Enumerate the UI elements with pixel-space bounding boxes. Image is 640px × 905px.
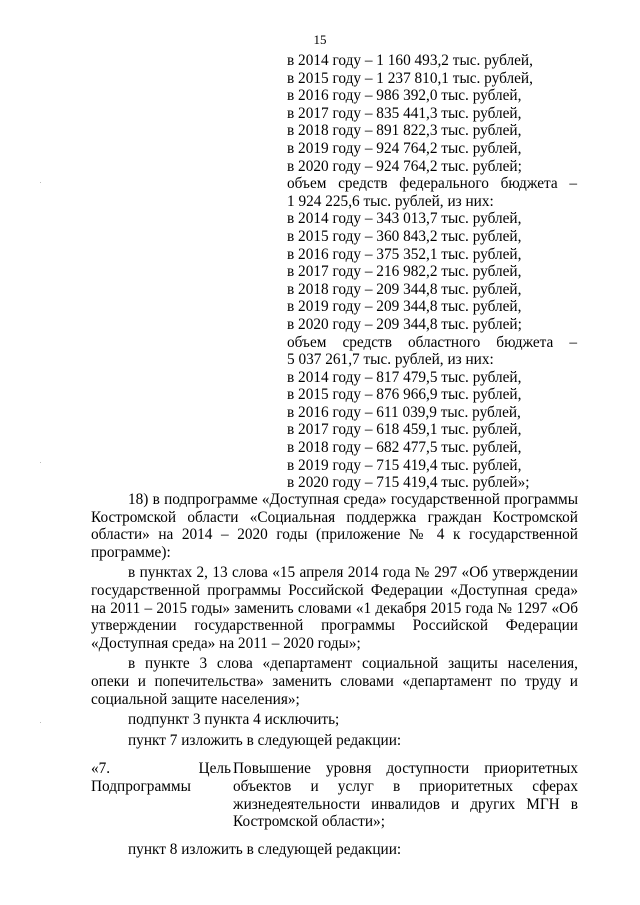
subpoint-paragraph: подпункт 3 пункта 4 исключить;: [128, 711, 340, 729]
federal-line: в 2017 году – 216 982,2 тыс. рублей,: [287, 263, 522, 281]
page-number: 15: [313, 32, 327, 47]
federal-line: в 2019 году – 209 344,8 тыс. рублей,: [287, 298, 522, 316]
document-body: [91, 491, 578, 858]
funding-line: в 2020 году – 924 764,2 тыс. рублей;: [287, 157, 522, 175]
funding-line: в 2016 году – 986 392,0 тыс. рублей,: [287, 87, 522, 105]
funding-line: в 2014 году – 1 160 493,2 тыс. рублей,: [287, 52, 533, 69]
federal-line: в 2016 году – 375 352,1 тыс. рублей,: [287, 245, 522, 263]
point-3-paragraph: в пункте 3 слова «департамент социальной защиты населения, опеки и попечительства» заменить словами «департамент по труду и социальной защите населения»;: [91, 655, 578, 708]
scan-dot: [40, 462, 41, 463]
regional-funding-list: [287, 369, 577, 492]
scan-dot: [40, 722, 41, 723]
goal-table-label-cell: [91, 760, 231, 830]
total-funding-list: [287, 52, 577, 175]
item-18-paragraph: 18) в подпрограмме «Доступная среда» государственной программы Костромской области «Социальная поддержка граждан Костромской области» на 2014 – 2020 годы (приложение № 4 к государственной программе):: [91, 491, 578, 561]
regional-line: в 2015 году – 876 966,9 тыс. рублей,: [287, 386, 522, 404]
federal-funding-list: [287, 210, 577, 333]
federal-total: 1 924 225,6 тыс. рублей, из них:: [287, 192, 494, 210]
federal-line: в 2015 году – 360 843,2 тыс. рублей,: [287, 227, 522, 245]
goal-table-row: [91, 760, 578, 830]
funding-block: [287, 52, 577, 492]
points-2-13-paragraph: в пунктах 2, 13 слова «15 апреля 2014 года № 297 «Об утверждении государственной программы Российской Федерации «Доступная среда» на 2011 – 2015 годы» заменить словами «1 декабря 2015 года № 1297 «Об утверждении государственной программы Российской Федерации «Доступная среда» на 2011 – 2020 годы»;: [91, 564, 578, 652]
goal-table-number: «7.: [91, 760, 111, 778]
funding-line: в 2018 году – 891 822,3 тыс. рублей,: [287, 122, 522, 140]
point-8-paragraph: пункт 8 изложить в следующей редакции:: [128, 840, 402, 858]
regional-line: в 2014 году – 817 479,5 тыс. рублей,: [287, 368, 522, 386]
goal-table-text: Повышение уровня доступности приоритетных объектов и услуг в приоритетных сферах жизнедеятельности инвалидов и других МГН в Костромской области»;: [233, 760, 578, 831]
funding-line: в 2017 году – 835 441,3 тыс. рублей,: [287, 104, 522, 122]
regional-line: в 2016 году – 611 039,9 тыс. рублей,: [287, 403, 521, 421]
funding-line: в 2019 году – 924 764,2 тыс. рублей,: [287, 139, 522, 157]
goal-table-sublabel: Подпрограммы: [91, 777, 191, 795]
regional-line: в 2019 году – 715 419,4 тыс. рублей,: [287, 456, 522, 474]
funding-line: в 2015 году – 1 237 810,1 тыс. рублей,: [287, 69, 533, 87]
regional-heading: объем средств областного бюджета –: [287, 333, 577, 351]
point-7-paragraph: пункт 7 изложить в следующей редакции:: [128, 731, 402, 749]
regional-line: в 2020 году – 715 419,4 тыс. рублей»;: [287, 474, 530, 492]
regional-line: в 2017 году – 618 459,1 тыс. рублей,: [287, 421, 522, 439]
regional-total: 5 037 261,7 тыс. рублей, из них:: [287, 351, 494, 369]
federal-line: в 2014 году – 343 013,7 тыс. рублей,: [287, 210, 522, 228]
federal-line: в 2020 году – 209 344,8 тыс. рублей;: [287, 315, 522, 333]
scan-dot: [40, 182, 41, 183]
federal-line: в 2018 году – 209 344,8 тыс. рублей,: [287, 280, 522, 298]
goal-table-label: Цель: [198, 760, 231, 778]
federal-heading: объем средств федерального бюджета –: [287, 175, 577, 193]
regional-line: в 2018 году – 682 477,5 тыс. рублей,: [287, 439, 522, 457]
